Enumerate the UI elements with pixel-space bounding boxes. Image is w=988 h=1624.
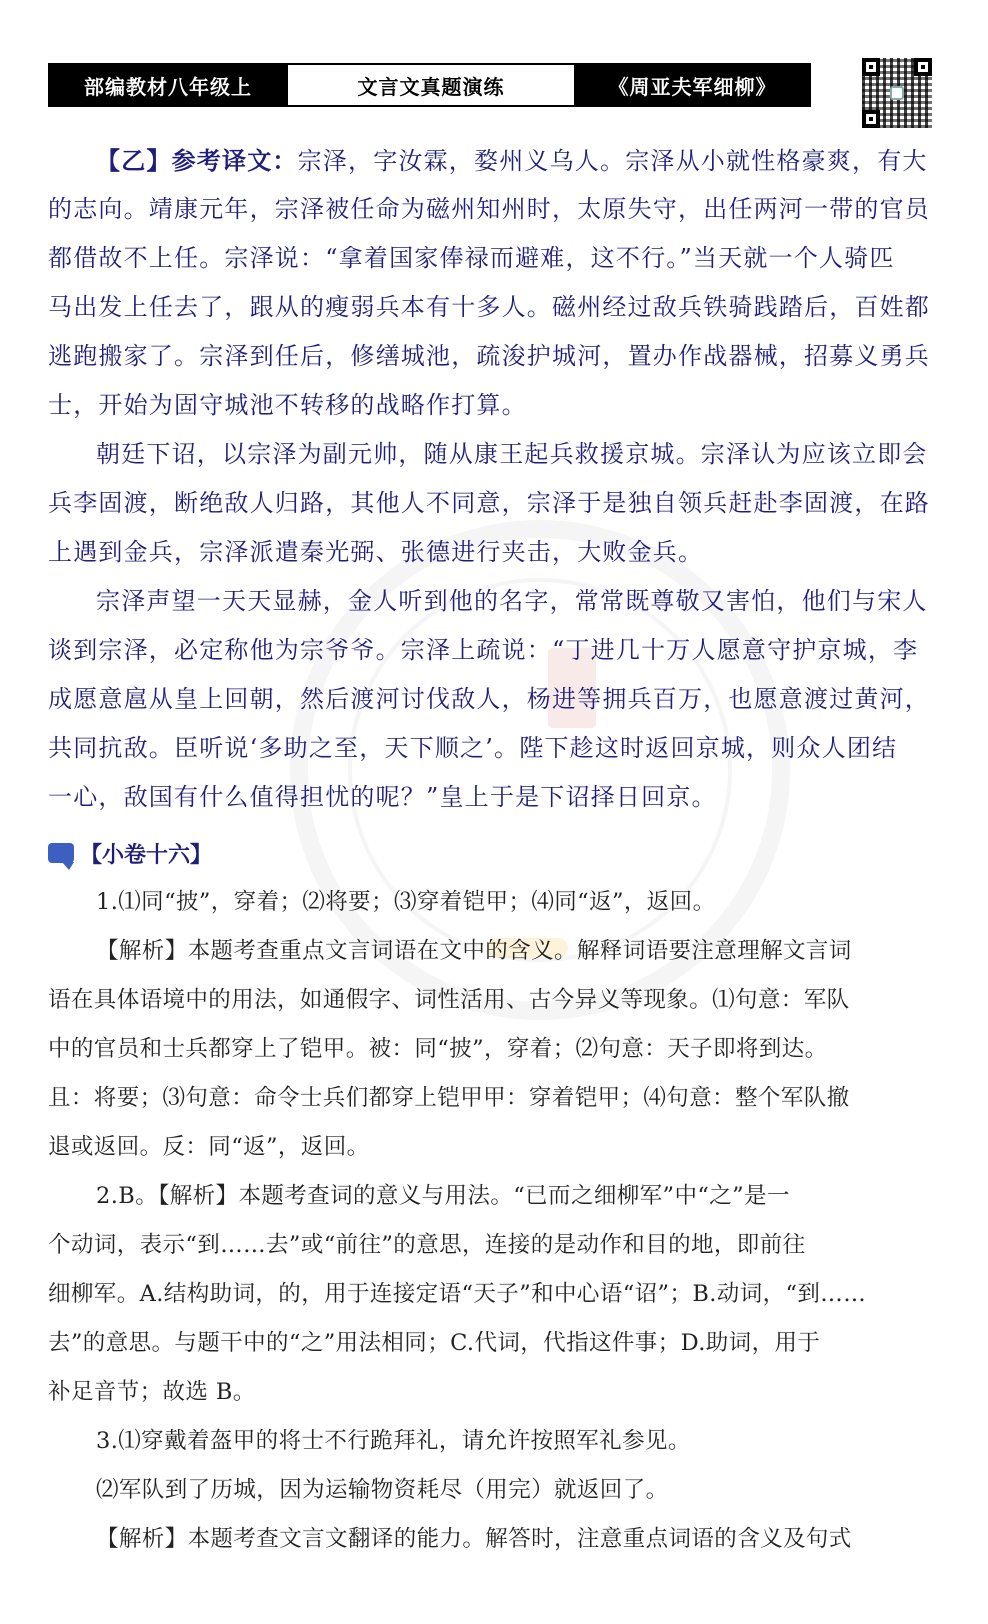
header-title-label: 《周亚夫军细柳》 — [576, 65, 809, 105]
answer-line: 去”的意思。与题干中的“之”用法相同；C.代词，代指这件事；D.助词，用于 — [48, 1330, 821, 1356]
paragraph-line: 都借故不上任。宗泽说：“拿着国家俸禄而避难，这不行。”当天就一个人骑匹 — [48, 244, 895, 272]
paragraph-line: 兵李固渡，断绝敌人归路，其他人不同意，宗泽于是独自领兵赶赴李固渡，在路 — [48, 489, 930, 517]
paragraph-line: 士，开始为固守城池不转移的战略作打算。 — [48, 391, 527, 419]
answer-line: 补足音节；故选 B。 — [48, 1379, 256, 1405]
answer-line: 【解析】本题考查重点文言词语在文中的含义。解释词语要注意理解文言词 — [96, 938, 852, 964]
paragraph-line: 共同抗敌。臣听说‘多助之至，天下顺之’。陛下趁这时返回京城，则众人团结 — [48, 734, 898, 762]
qr-code — [862, 58, 932, 128]
speech-bubble-icon — [48, 843, 74, 863]
answer-line: 1.⑴同“披”，穿着；⑵将要；⑶穿着铠甲；⑷同“返”，返回。 — [96, 889, 716, 915]
paragraph-line: 逃跑搬家了。宗泽到任后，修缮城池，疏浚护城河，置办作战器械，招募义勇兵 — [48, 342, 930, 370]
answer-line: 【解析】本题考查文言文翻译的能力。解答时，注意重点词语的含义及句式 — [96, 1526, 852, 1552]
translation-tag: 【乙】参考译文： — [96, 146, 298, 175]
paragraph-line: 谈到宗泽，必定称他为宗爷爷。宗泽上疏说：“丁进几十万人愿意守护京城，李 — [48, 636, 919, 664]
paragraph-line: 马出发上任去了，跟从的瘦弱兵本有十多人。磁州经过敌兵铁骑践踏后，百姓都 — [48, 293, 930, 321]
answer-line: 细柳军。A.结构助词，的，用于连接定语“天子”和中心语“诏”；B.动词，“到…… — [48, 1281, 867, 1307]
paragraph-line: 宗泽声望一天天显赫，金人听到他的名字，常常既尊敬又害怕，他们与宋人 — [96, 587, 928, 615]
paragraph-line: 朝廷下诏，以宗泽为副元帅，随从康王起兵救援京城。宗泽认为应该立即会 — [96, 440, 928, 468]
paragraph-line: 成愿意扈从皇上回朝，然后渡河讨伐敌人，杨进等拥兵百万，也愿意渡过黄河， — [48, 685, 930, 713]
section-title: 【小卷十六】 — [80, 842, 213, 868]
paragraph-line: 上遇到金兵，宗泽派遣秦光弼、张德进行夹击，大败金兵。 — [48, 538, 704, 566]
answer-line: 且：将要；⑶句意：命令士兵们都穿上铠甲甲：穿着铠甲；⑷句意：整个军队撤 — [48, 1085, 850, 1111]
section-heading — [48, 828, 934, 878]
header-section-label: 文言文真题演练 — [286, 65, 576, 105]
answer-line: 3.⑴穿戴着盔甲的将士不行跪拜礼，请允许按照军礼参见。 — [96, 1428, 691, 1454]
answer-line: ⑵军队到了历城，因为运输物资耗尽（用完）就返回了。 — [96, 1477, 669, 1503]
answer-line: 个动词，表示“到……去”或“前往”的意思，连接的是动作和目的地，即前往 — [48, 1232, 806, 1258]
answer-line: 中的官员和士兵都穿上了铠甲。被：同“披”，穿着；⑵句意：天子即将到达。 — [48, 1036, 828, 1062]
page-header — [48, 63, 811, 107]
page-content — [48, 136, 934, 1564]
answer-line: 退或返回。反：同“返”，返回。 — [48, 1134, 370, 1160]
paragraph-line: 的志向。靖康元年，宗泽被任命为磁州知州时，太原失守，出任两河一带的官员 — [48, 195, 930, 223]
paragraph-line: 【乙】参考译文：宗泽，字汝霖，婺州义乌人。宗泽从小就性格豪爽，有大 — [96, 146, 928, 175]
paragraph-line: 一心，敌国有什么值得担忧的呢？”皇上于是下诏择日回京。 — [48, 783, 717, 811]
answer-line: 2.B。【解析】本题考查词的意义与用法。“已而之细柳军”中“之”是一 — [96, 1183, 790, 1209]
answer-line: 语在具体语境中的用法，如通假字、词性活用、古今异义等现象。⑴句意：军队 — [48, 987, 850, 1013]
header-grade-label: 部编教材八年级上 — [50, 65, 286, 105]
